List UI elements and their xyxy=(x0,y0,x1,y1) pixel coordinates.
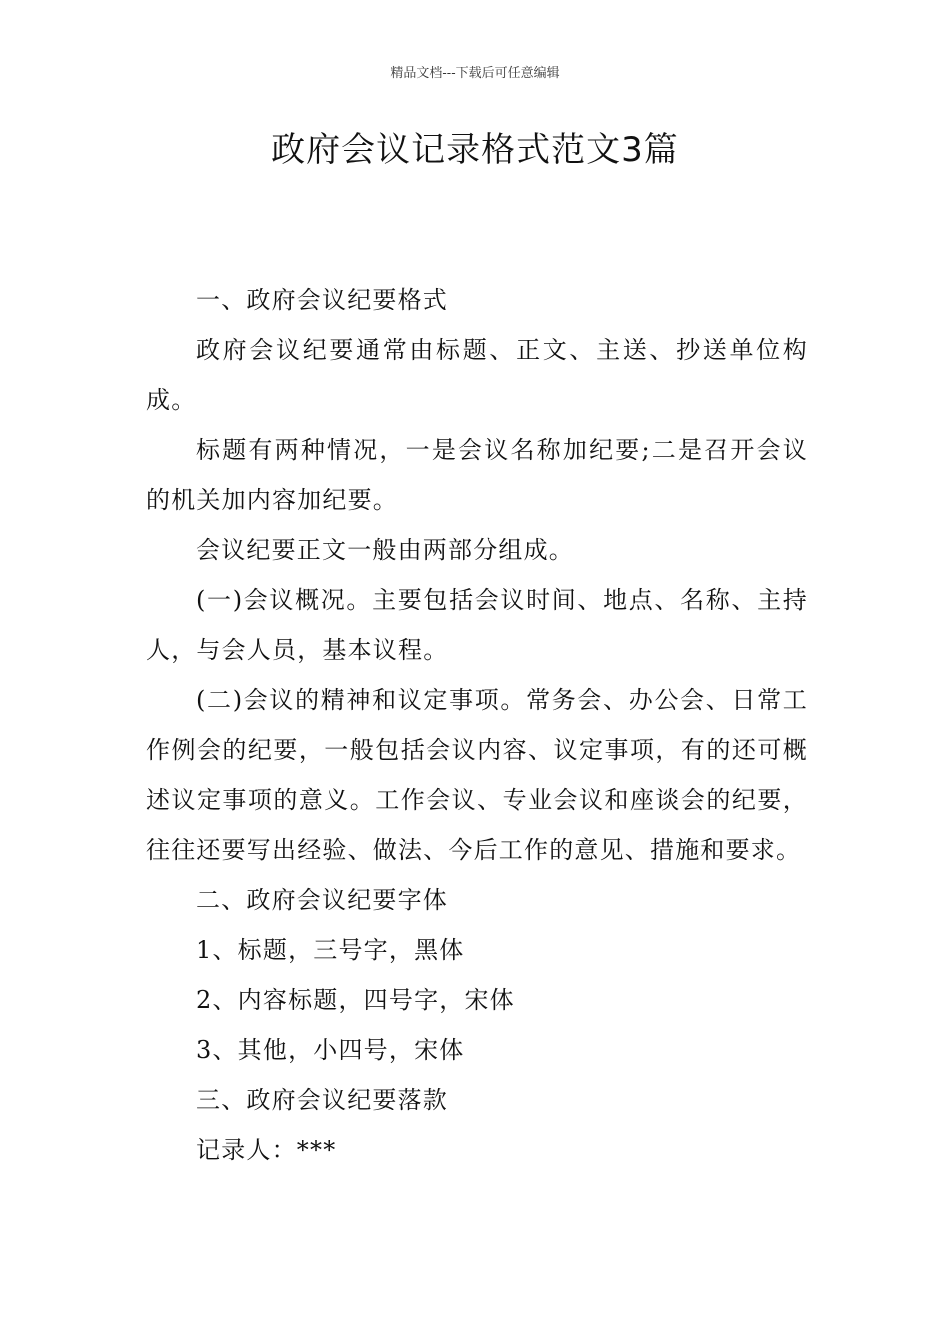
paragraph: 政府会议纪要通常由标题、正文、主送、抄送单位构成。 xyxy=(146,336,808,414)
paragraph: (一)会议概况。主要包括会议时间、地点、名称、主持人，与会人员，基本议程。 xyxy=(146,586,808,664)
document-title: 政府会议记录格式范文3篇 xyxy=(271,130,679,170)
list-item: 1、标题，三号字，黑体 xyxy=(196,936,465,964)
section-heading-2: 二、政府会议纪要字体 xyxy=(196,886,448,914)
list-item: 2、内容标题，四号字，宋体 xyxy=(196,986,515,1014)
section-heading-1: 一、政府会议纪要格式 xyxy=(196,286,448,314)
section-heading-3: 三、政府会议纪要落款 xyxy=(196,1086,448,1114)
list-item: 3、其他，小四号，宋体 xyxy=(196,1036,465,1064)
paragraph: (二)会议的精神和议定事项。常务会、办公会、日常工作例会的纪要，一般包括会议内容、议定事项，有的还可概述议定事项的意义。工作会议、专业会议和座谈会的纪要，往往还要写出经验、做法、今后工作的意见、措施和要求。 xyxy=(146,686,808,864)
paragraph: 标题有两种情况，一是会议名称加纪要;二是召开会议的机关加内容加纪要。 xyxy=(146,436,808,514)
document-body xyxy=(146,275,808,1175)
paragraph: 会议纪要正文一般由两部分组成。 xyxy=(196,536,574,564)
recorder-line: 记录人：*** xyxy=(196,1136,337,1164)
page-header: 精品文档---下载后可任意编辑 xyxy=(390,66,560,81)
